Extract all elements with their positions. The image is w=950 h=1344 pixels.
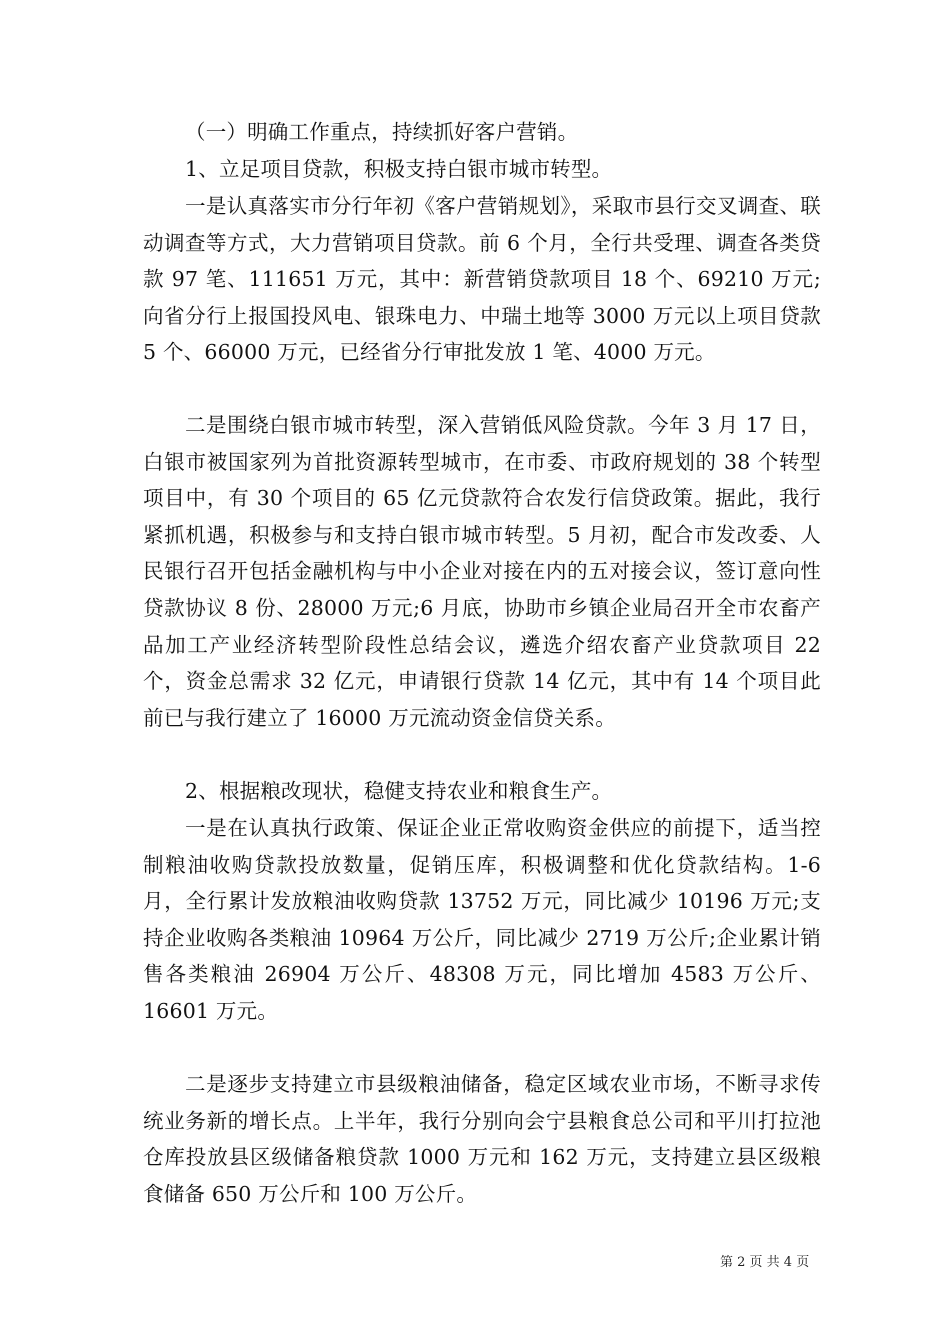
section-heading: （一）明确工作重点，持续抓好客户营销。 — [185, 120, 579, 144]
page-number-footer: 第 2 页 共 4 页 — [720, 1255, 810, 1270]
body-paragraph-3: 一是在认真执行政策、保证企业正常收购资金供应的前提下，适当控制粮油收购贷款投放数量，促销压库，积极调整和优化贷款结构。1-6 月，全行累计发放粮油收购贷款 13752 万元，同比减少 10196 万元;支持企业收购各类粮油 10964 万公斤，同比减少 2719 万公斤;企业累计销售各类粮油 26904 万公斤、48308 万元，同比增加 4583 万公斤、16601 万元。 — [143, 816, 821, 1023]
body-paragraph-2: 二是围绕白银市城市转型，深入营销低风险贷款。今年 3 月 17 日，白银市被国家列为首批资源转型城市，在市委、市政府规划的 38 个转型项目中，有 30 个项目的 65 亿元贷款符合农发行信贷政策。据此，我行紧抓机遇，积极参与和支持白银市城市转型。5 月初，配合市发改委、人民银行召开包括金融机构与中小企业对接在内的五对接会议，签订意向性贷款协议 8 份、28000 万元;6 月底，协助市乡镇企业局召开全市农畜产品加工产业经济转型阶段性总结会议，遴选介绍农畜产业贷款项目 22 个，资金总需求 32 亿元，申请银行贷款 14 亿元，其中有 14 个项目此前已与我行建立了 16000 万元流动资金信贷关系。 — [143, 413, 821, 730]
subsection-heading-1: 1、立足项目贷款，积极支持白银市城市转型。 — [185, 157, 613, 181]
body-paragraph-1: 一是认真落实市分行年初《客户营销规划》，采取市县行交叉调查、联动调查等方式，大力营销项目贷款。前 6 个月，全行共受理、调查各类贷款 97 笔、111651 万元，其中：新营销贷款项目 18 个、69210 万元;向省分行上报国投风电、银珠电力、中瑞土地等 3000 万元以上项目贷款 5 个、66000 万元，已经省分行审批发放 1 笔、4000 万元。 — [143, 194, 821, 365]
body-paragraph-4: 二是逐步支持建立市县级粮油储备，稳定区域农业市场，不断寻求传统业务新的增长点。上半年，我行分别向会宁县粮食总公司和平川打拉池仓库投放县区级储备粮贷款 1000 万元和 162 万元，支持建立县区级粮食储备 650 万公斤和 100 万公斤。 — [143, 1072, 821, 1206]
subsection-heading-2: 2、根据粮改现状，稳健支持农业和粮食生产。 — [185, 779, 613, 803]
